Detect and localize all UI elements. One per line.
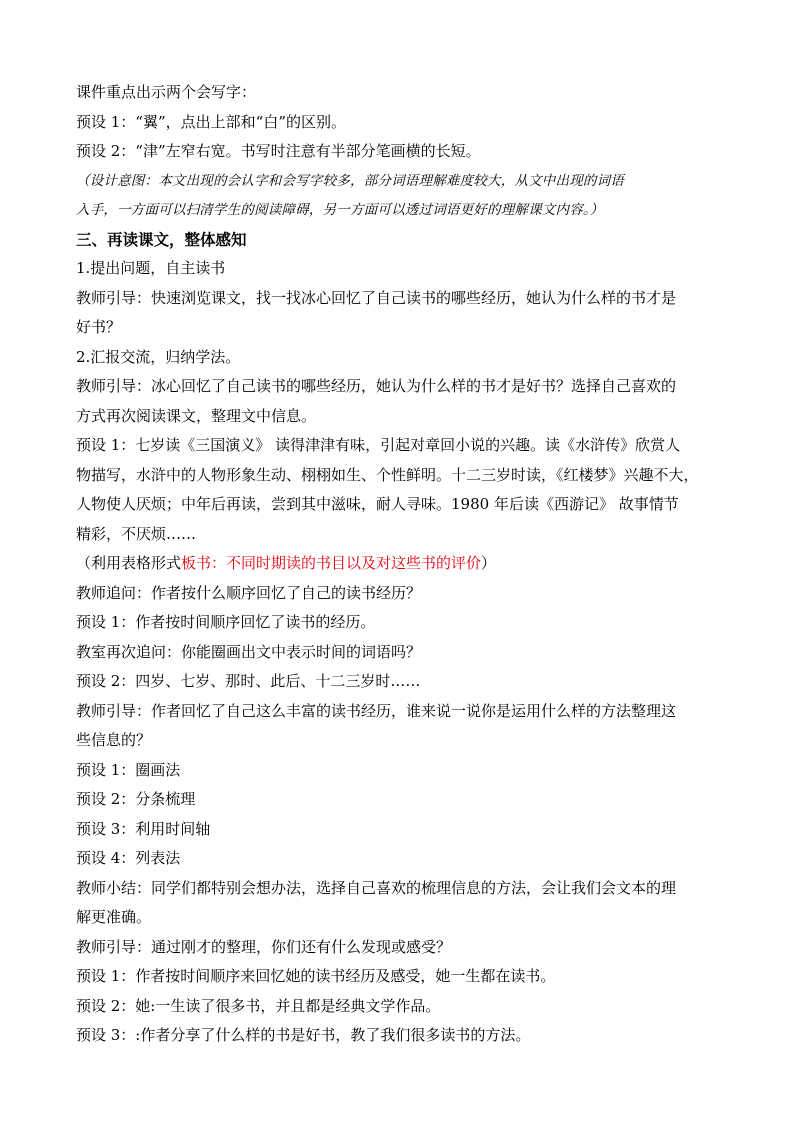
paragraph-teacher-guide-2-line-2: 方式再次阅读课文，整理文中信息。 (76, 406, 317, 425)
board-note-prefix: （利用表格形式 (76, 554, 182, 572)
board-note-suffix: ） (481, 554, 497, 572)
section-heading-reread: 三、再读课文，整体感知 (76, 229, 247, 249)
design-intent-note-line-2: 入手，一方面可以扫清学生的阅读障碍，另一方面可以透过词语更好的理解课文内容。） (76, 201, 604, 218)
subheading-ask-questions: 1.提出问题，自主读书 (76, 259, 226, 277)
document-page (76, 78, 720, 1051)
paragraph-board-note (76, 549, 720, 579)
paragraph-preset-reading-line-2: 物描写，水浒中的人物形象生动、栩栩如生、个性鲜明。十二三岁时读，《红楼梦》兴趣不大， (76, 465, 699, 484)
paragraph-courseware-intro: 课件重点出示两个会写字： (76, 83, 257, 101)
paragraph-preset-reading-line-1: 预设 1：七岁读《三国演义》 读得津津有味，引起对章回小说的兴趣。读《水浒传》欣赏人 (76, 436, 681, 454)
paragraph-preset-reading-line-4: 精彩，不厌烦…… (76, 524, 197, 543)
paragraph-method-table: 预设 4：列表法 (76, 849, 181, 867)
paragraph-classroom-follow-up: 教室再次追问：你能圈画出文中表示时间的词语吗？ (76, 642, 422, 661)
board-note-highlight: 板书：不同时期读的书目以及对这些书的评价 (181, 554, 482, 572)
paragraph-method-timeline: 预设 3：利用时间轴 (76, 819, 211, 838)
paragraph-teacher-guide-3-line-1: 教师引导：作者回忆了自己这么丰富的读书经历，谁来说一说你是运用什么样的方法整理这 (76, 701, 677, 720)
paragraph-teacher-guide-3-line-2: 些信息的？ (76, 731, 152, 749)
paragraph-teacher-follow-up: 教师追问：作者按什么顺序回忆了自己的读书经历？ (76, 583, 422, 602)
paragraph-preset-finding-1: 预设 1：作者按时间顺序来回忆她的读书经历及感受，她一生都在读书。 (76, 967, 556, 985)
paragraph-teacher-summary-line-2: 解更准确。 (76, 908, 152, 926)
paragraph-preset-1-yi: 预设 1：“翼”，点出上部和“白”的区别。 (76, 112, 346, 131)
paragraph-teacher-guide-2-line-1: 教师引导：冰心回忆了自己读书的哪些经历，她认为什么样的书才是好书？选择自己喜欢的 (76, 377, 677, 395)
paragraph-preset-2-jin: 预设 2：“津”左窄右宽。书写时注意有半部分笔画横的长短。 (76, 142, 481, 160)
paragraph-teacher-summary-line-1: 教师小结：同学们都特别会想办法，选择自己喜欢的梳理信息的方法，会让我们会文本的理 (76, 878, 677, 897)
paragraph-teacher-guide-1-line-2: 好书？ (76, 318, 122, 336)
paragraph-preset-time-order: 预设 1：作者按时间顺序回忆了读书的经历。 (76, 613, 376, 631)
paragraph-method-circle: 预设 1：圈画法 (76, 760, 181, 779)
subheading-report-exchange: 2.汇报交流，归纳学法。 (76, 347, 241, 366)
paragraph-preset-finding-2: 预设 2：她:一生读了很多书，并且都是经典文学作品。 (76, 996, 441, 1015)
paragraph-teacher-guide-4: 教师引导：通过刚才的整理，你们还有什么发现或感受？ (76, 937, 452, 956)
paragraph-method-list: 预设 2：分条梳理 (76, 790, 196, 808)
paragraph-preset-time-words: 预设 2：四岁、七岁、那时、此后、十二三岁时…… (76, 672, 421, 690)
paragraph-preset-finding-3: 预设 3：:作者分享了什么样的书是好书，教了我们很多读书的方法。 (76, 1026, 531, 1044)
paragraph-preset-reading-line-3: 人物使人厌烦；中年后再读，尝到其中滋味，耐人寻味。1980 年后读《西游记》 故事情节 (76, 495, 679, 513)
paragraph-teacher-guide-1-line-1: 教师引导：快速浏览课文，找一找冰心回忆了自己读书的哪些经历，她认为什么样的书才是 (76, 288, 677, 307)
design-intent-note-line-1: （设计意图：本文出现的会认字和会写字较多，部分词语理解难度较大，从文中出现的词语 (76, 172, 624, 189)
